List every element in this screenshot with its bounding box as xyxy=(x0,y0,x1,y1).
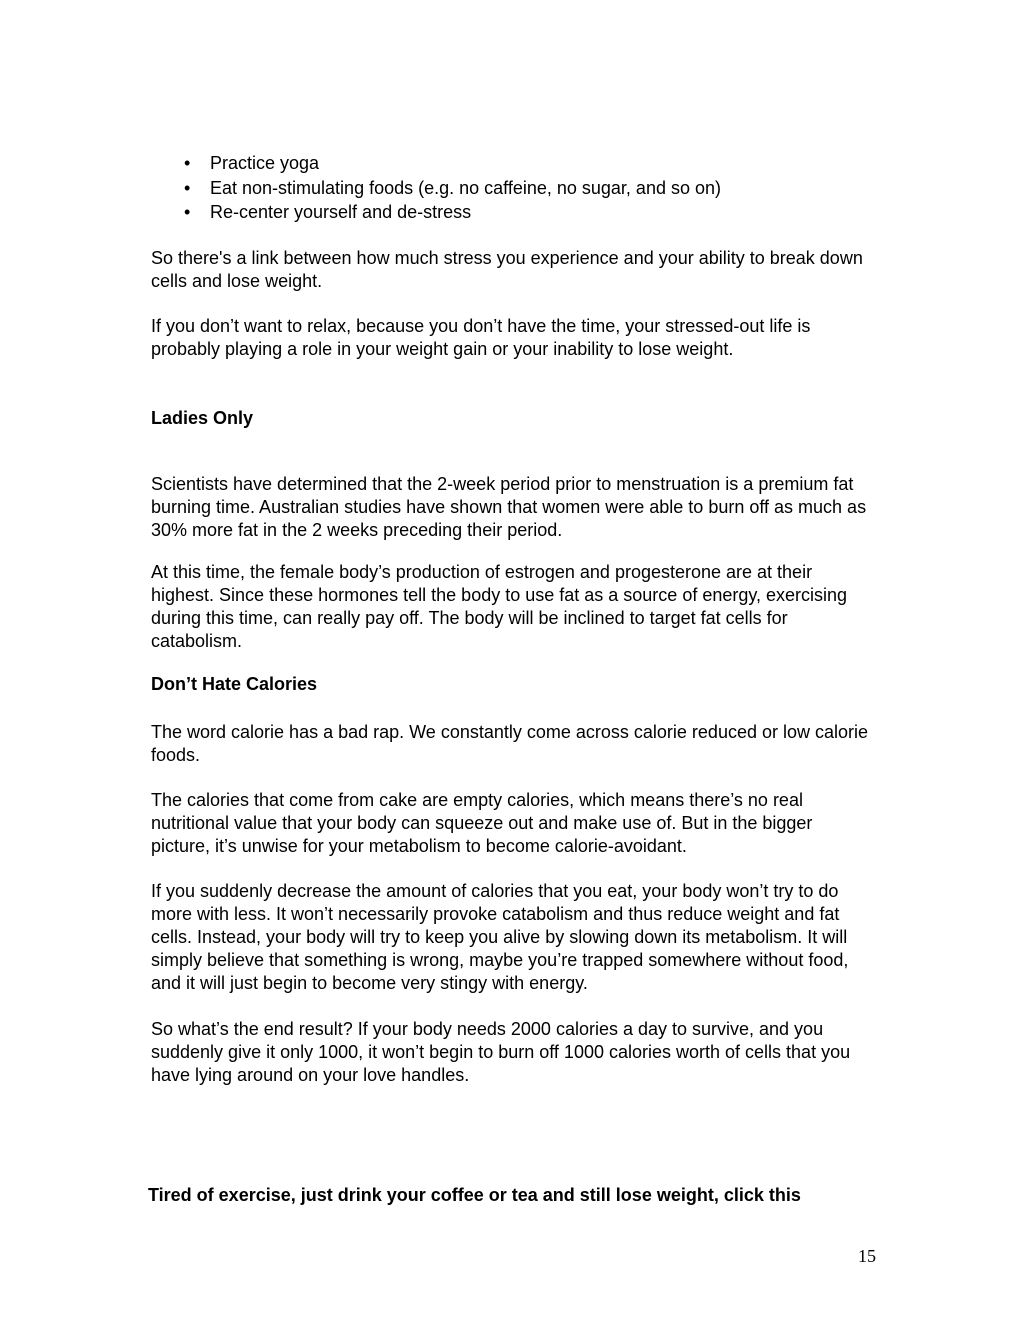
list-item-text: Eat non-stimulating foods (e.g. no caffeine, no sugar, and so on) xyxy=(210,177,721,198)
page-number: 15 xyxy=(858,1246,876,1266)
list-item xyxy=(151,151,876,176)
list-item-text: Re-center yourself and de-stress xyxy=(210,202,472,222)
list-item xyxy=(151,176,876,201)
paragraph-relax: If you don’t want to relax, because you don’t have the time, your stressed-out life is probably playing a role in your weight gain or your inability to lose weight. xyxy=(151,315,811,359)
paragraph-hormones: At this time, the female body’s production of estrogen and progesterone are at their highest. Since these hormones tell the body to use fat as a source of energy, exercising during this time, can really pay off. The body will be inclined to target fat cells for catabolism. xyxy=(151,561,848,651)
paragraph-cake: The calories that come from cake are empty calories, which means there’s no real nutritional value that your body can squeeze out and make use of. But in the bigger picture, it’s unwise for your metabolism to become calorie-avoidant. xyxy=(151,789,813,856)
bullet-glyph: • xyxy=(184,202,191,222)
promo-link[interactable]: Tired of exercise, just drink your coffee or tea and still lose weight, click this xyxy=(148,1185,801,1205)
paragraph-so-what: So what’s the end result? If your body needs 2000 calories a day to survive, and you suddenly give it only 1000, it won’t begin to burn off 1000 calories worth of cells that you have lying around on your love handles. xyxy=(151,1018,851,1085)
list-item xyxy=(151,200,876,225)
list-item-text: Practice yoga xyxy=(210,153,320,173)
page-content xyxy=(151,151,876,1087)
paragraph-stress-link: So there's a link between how much stress you experience and your ability to break down cells and lose weight. xyxy=(151,247,863,291)
stress-tips-list xyxy=(151,151,876,225)
paragraph-calorie-word: The word calorie has a bad rap. We constantly come across calorie reduced or low calorie foods. xyxy=(151,721,869,765)
paragraph-scientists: Scientists have determined that the 2-week period prior to menstruation is a premium fat burning time. Australian studies have shown that women were able to burn off as much as 30% more fat in the 2 weeks preceding their period. xyxy=(151,473,867,540)
bullet-glyph: • xyxy=(184,177,191,198)
bullet-glyph: • xyxy=(184,153,191,173)
paragraph-decrease: If you suddenly decrease the amount of calories that you eat, your body won’t try to do more with less. It won’t necessarily provoke catabolism and thus reduce weight and fat cells. Instead, your body will try to keep you alive by slowing down its metabolism. It will simply believe that something is wrong, maybe you’re trapped somewhere without food, and it will just begin to become very stingy with energy. xyxy=(151,880,849,993)
heading-dont-hate-calories: Don’t Hate Calories xyxy=(151,673,318,694)
heading-ladies-only: Ladies Only xyxy=(151,407,254,428)
